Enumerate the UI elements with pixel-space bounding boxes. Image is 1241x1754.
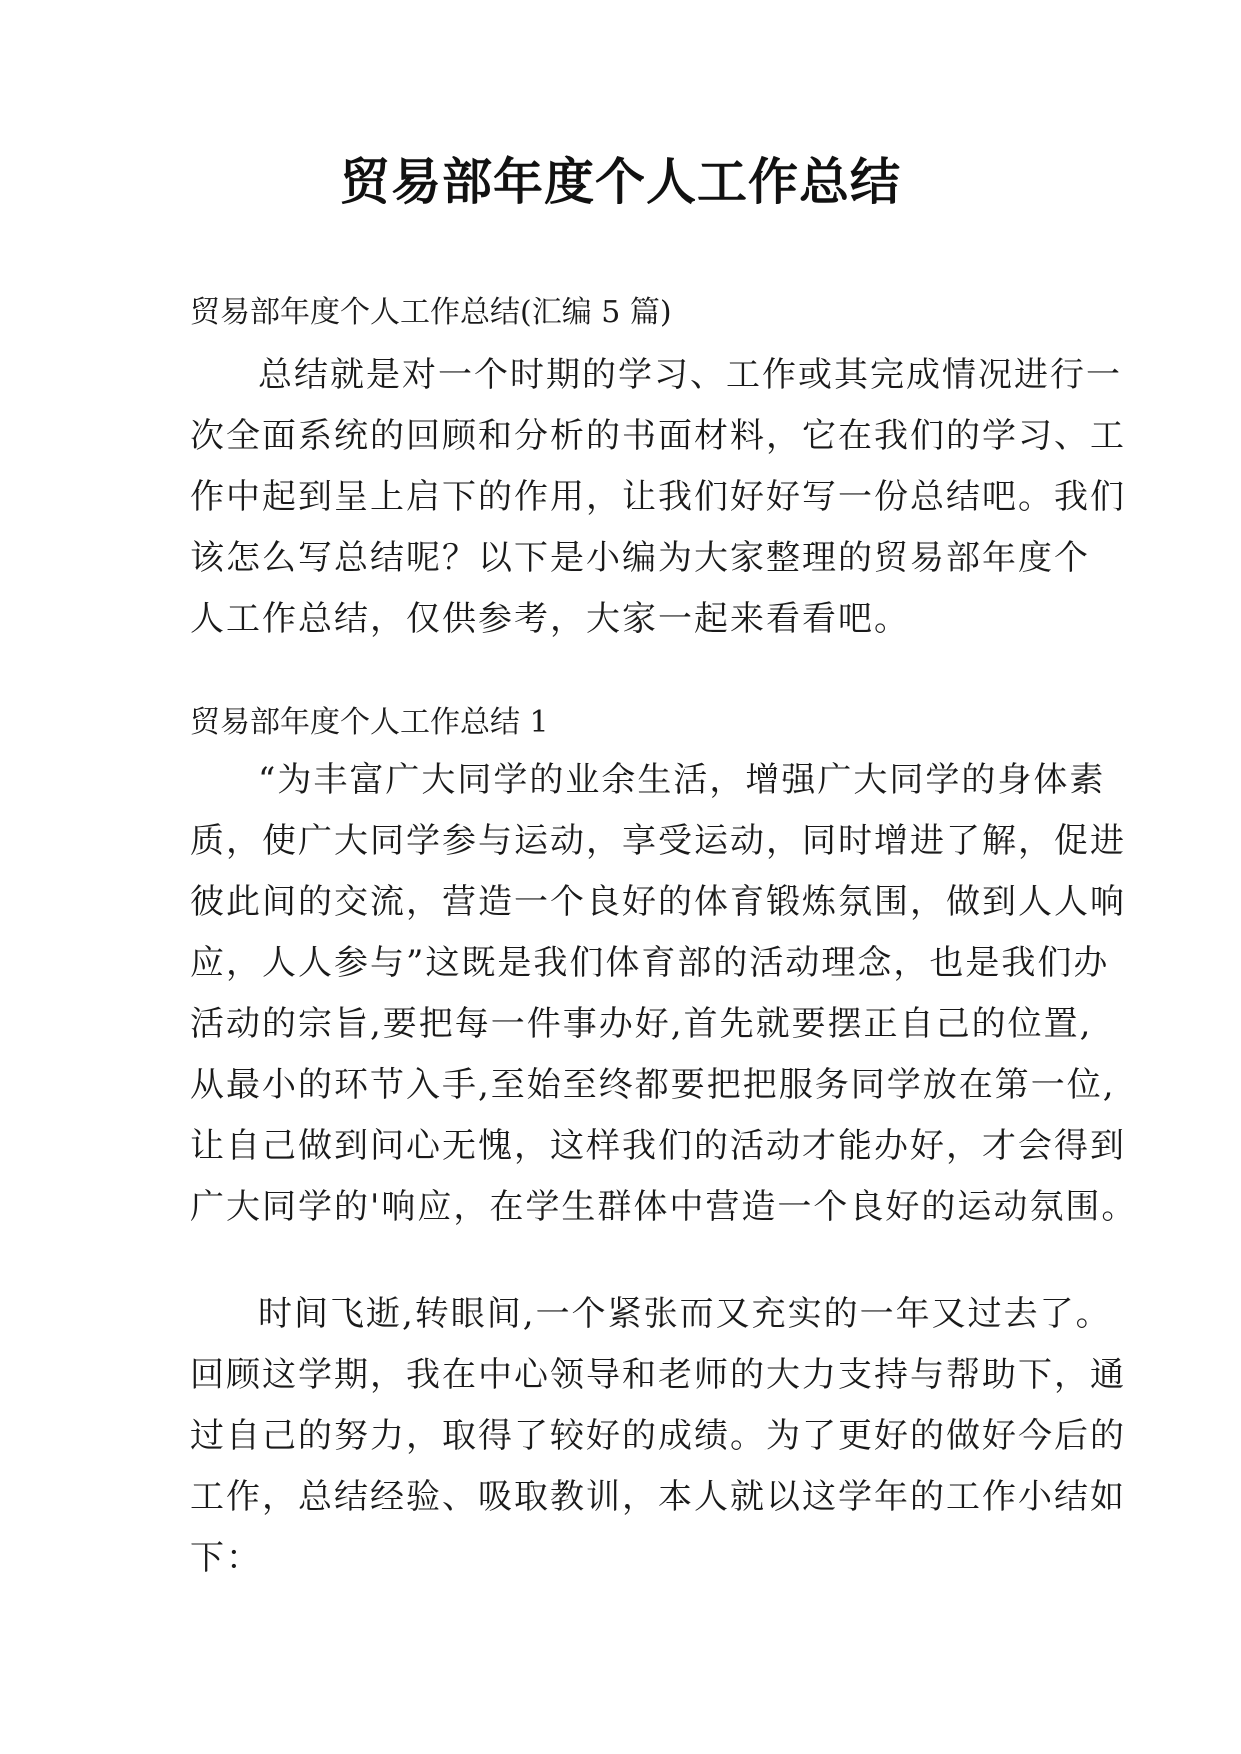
paragraph-line: 总结就是对一个时期的学习、工作或其完成情况进行一 — [258, 355, 1122, 395]
paragraph-line: 工作，总结经验、吸取教训，本人就以这学年的工作小结如 — [190, 1477, 1126, 1517]
paragraph-line: 广大同学的'响应，在学生群体中营造一个良好的运动氛围。 — [190, 1187, 1138, 1227]
paragraph-line: 质，使广大同学参与运动，享受运动，同时增进了解，促进 — [190, 821, 1126, 861]
paragraph-line: 从最小的环节入手,至始至终都要把把服务同学放在第一位, — [190, 1065, 1116, 1105]
paragraph-line: 下： — [190, 1538, 262, 1578]
paragraph-line: 回顾这学期，我在中心领导和老师的大力支持与帮助下，通 — [190, 1355, 1126, 1395]
paragraph-line: 彼此间的交流，营造一个良好的体育锻炼氛围，做到人人响 — [190, 882, 1126, 922]
document-title: 贸易部年度个人工作总结 — [340, 152, 901, 211]
section-heading-1: 贸易部年度个人工作总结 1 — [190, 705, 549, 740]
paragraph-line: 时间飞逝,转眼间,一个紧张而又充实的一年又过去了。 — [258, 1294, 1112, 1334]
paragraph-line: 应，人人参与”这既是我们体育部的活动理念，也是我们办 — [190, 943, 1110, 983]
section1-paragraph — [190, 750, 1138, 1238]
paragraph-line: 让自己做到问心无愧，这样我们的活动才能办好，才会得到 — [190, 1126, 1126, 1166]
document-subtitle: 贸易部年度个人工作总结(汇编 5 篇) — [190, 295, 672, 330]
paragraph-line: 过自己的努力，取得了较好的成绩。为了更好的做好今后的 — [190, 1416, 1126, 1456]
paragraph-line: 次全面系统的回顾和分析的书面材料，它在我们的学习、工 — [190, 416, 1126, 456]
paragraph-line: 该怎么写总结呢？以下是小编为大家整理的贸易部年度个 — [190, 538, 1090, 578]
section2-paragraph — [190, 1284, 1126, 1589]
paragraph-line: “为丰富广大同学的业余生活，增强广大同学的身体素 — [258, 760, 1106, 800]
paragraph-line: 活动的宗旨,要把每一件事办好,首先就要摆正自己的位置, — [190, 1004, 1093, 1044]
paragraph-line: 人工作总结，仅供参考，大家一起来看看吧。 — [190, 599, 910, 639]
intro-paragraph — [190, 345, 1126, 650]
paragraph-line: 作中起到呈上启下的作用，让我们好好写一份总结吧。我们 — [190, 477, 1126, 517]
